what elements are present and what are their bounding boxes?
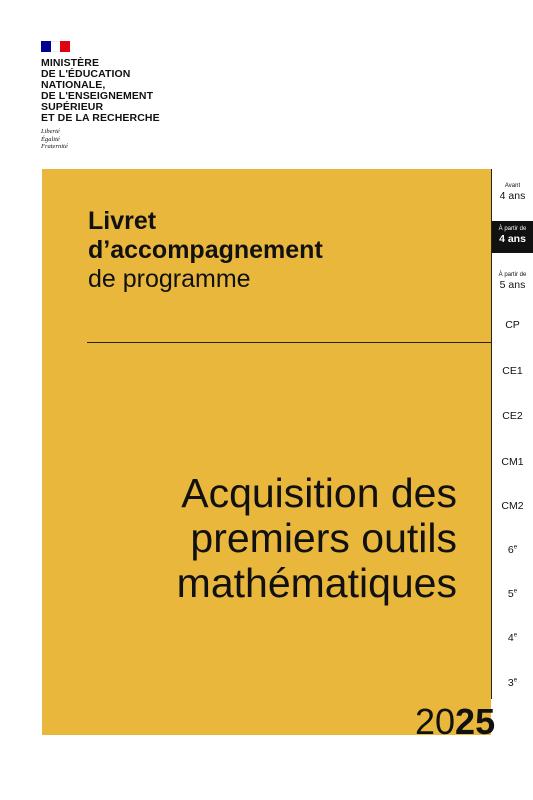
level-a-partir-de-4-ans [492, 221, 533, 253]
level-label: CE2 [502, 410, 523, 422]
french-flag-icon [41, 41, 70, 52]
level-label: CP [505, 319, 520, 331]
level-label: 4 ans [499, 190, 526, 202]
level-cp [492, 319, 533, 331]
ministry-line: SUPÉRIEUR [41, 101, 104, 113]
level-ce2 [492, 410, 533, 422]
motto-line: Égalité [41, 135, 60, 143]
document-type-line: d’accompagnement [88, 236, 323, 264]
level-label: 3 [507, 677, 514, 689]
level-a-partir-de-5-ans [492, 271, 533, 291]
year-bold: 25 [455, 701, 496, 742]
document-type-subline: de programme [88, 265, 251, 293]
level-cm1 [492, 456, 533, 468]
year [415, 702, 495, 742]
level-caption: À partir de [498, 272, 527, 278]
level-index [491, 169, 533, 699]
title-line: mathématiques [176, 560, 457, 606]
ministry-line: MINISTÈRE [41, 57, 100, 69]
level-suffix: e [513, 544, 518, 551]
motto-line: Fraternité [41, 143, 68, 150]
level-cm2 [492, 500, 533, 512]
level-avant-4-ans [492, 182, 533, 202]
ministry-logo [41, 41, 160, 151]
year-light: 20 [415, 701, 456, 742]
level-suffix: e [513, 677, 518, 684]
ministry-line: DE L'ÉDUCATION [41, 68, 131, 80]
ministry-line: ET DE LA RECHERCHE [41, 112, 160, 124]
level-label: 6 [507, 544, 514, 556]
level-caption: Avant [504, 183, 521, 189]
level-caption: À partir de [498, 226, 527, 232]
document-type [88, 207, 323, 294]
level-label: 5 [507, 588, 514, 600]
level-label: 5 ans [499, 279, 526, 291]
level-4e [492, 632, 533, 644]
motto-line: Liberté [41, 128, 60, 135]
level-ce1 [492, 365, 533, 377]
level-suffix: e [513, 588, 518, 595]
level-label: 4 [507, 632, 514, 644]
ministry-line: DE L'ENSEIGNEMENT [41, 90, 154, 102]
document-type-line: Livret [88, 207, 157, 235]
level-label: 4 ans [499, 233, 526, 245]
title-line: Acquisition des [181, 470, 457, 516]
level-3e [492, 677, 533, 689]
title-line: premiers outils [190, 515, 457, 561]
document-title [37, 471, 457, 606]
level-label: CM2 [501, 500, 524, 512]
level-label: CM1 [501, 456, 524, 468]
level-label: CE1 [502, 365, 523, 377]
divider [87, 342, 491, 343]
republic-motto [41, 128, 160, 151]
ministry-name [41, 58, 160, 124]
level-6e [492, 544, 533, 556]
cover-panel [42, 169, 491, 735]
level-suffix: e [513, 632, 518, 639]
ministry-line: NATIONALE, [41, 79, 106, 91]
level-5e [492, 588, 533, 600]
